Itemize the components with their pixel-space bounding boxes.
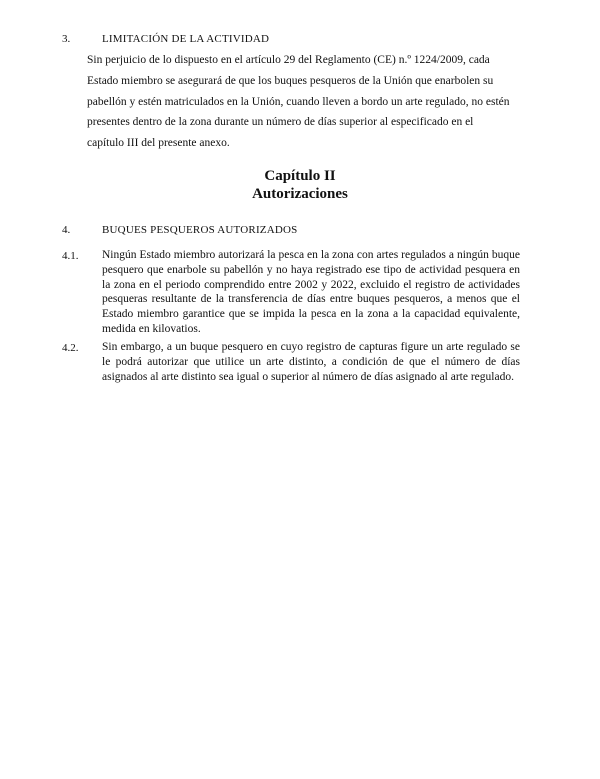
section-4-title: BUQUES PESQUEROS AUTORIZADOS: [102, 224, 298, 236]
section-3-paragraph: [87, 50, 510, 154]
item-4-2-number: 4.2.: [62, 342, 79, 354]
section-3-line: capítulo III del presente anexo.: [87, 137, 230, 150]
section-3-line: pabellón y estén matriculados en la Unión, cuando lleven a bordo un arte regulado, no estén: [87, 95, 510, 108]
item-4-1-text: Ningún Estado miembro autorizará la pesca en la zona con artes regulados a ningún buque pesquero que enarbole su pabellón y no haya registrado ese tipo de actividad pesquera en la zona en el periodo comprendido entre 2002 y 2022, excluido el registro de actividades pesqueras resultante de la transferencia de días entre buques pesqueros, a menos que el Estado miembro garantice que se impida la pesca en la zona a la capacidad equivalente, medida en kilovatios.: [102, 249, 520, 335]
section-3-line: presentes dentro de la zona durante un número de días superior al especificado en el: [87, 116, 474, 129]
section-3-title: LIMITACIÓN DE LA ACTIVIDAD: [102, 33, 270, 45]
chapter-subheading: Autorizaciones: [252, 186, 348, 202]
section-4-number: 4.: [62, 224, 71, 236]
section-3-number: 3.: [62, 33, 71, 45]
chapter-heading: Capítulo II: [264, 168, 336, 184]
section-3-line: Estado miembro se asegurará de que los buques pesqueros de la Unión que enarbolen su: [87, 74, 494, 87]
item-4-1-number: 4.1.: [62, 250, 79, 262]
item-4-2-text: Sin embargo, a un buque pesquero en cuyo registro de capturas figure un arte regulado se le podrá autorizar que utilice un arte distinto, a condición de que el número de días asignados al arte distinto sea igual o superior al número de días asignado al arte regulado.: [102, 341, 520, 383]
section-3-line: Sin perjuicio de lo dispuesto en el artículo 29 del Reglamento (CE) n.º 1224/2009, cada: [87, 54, 490, 66]
